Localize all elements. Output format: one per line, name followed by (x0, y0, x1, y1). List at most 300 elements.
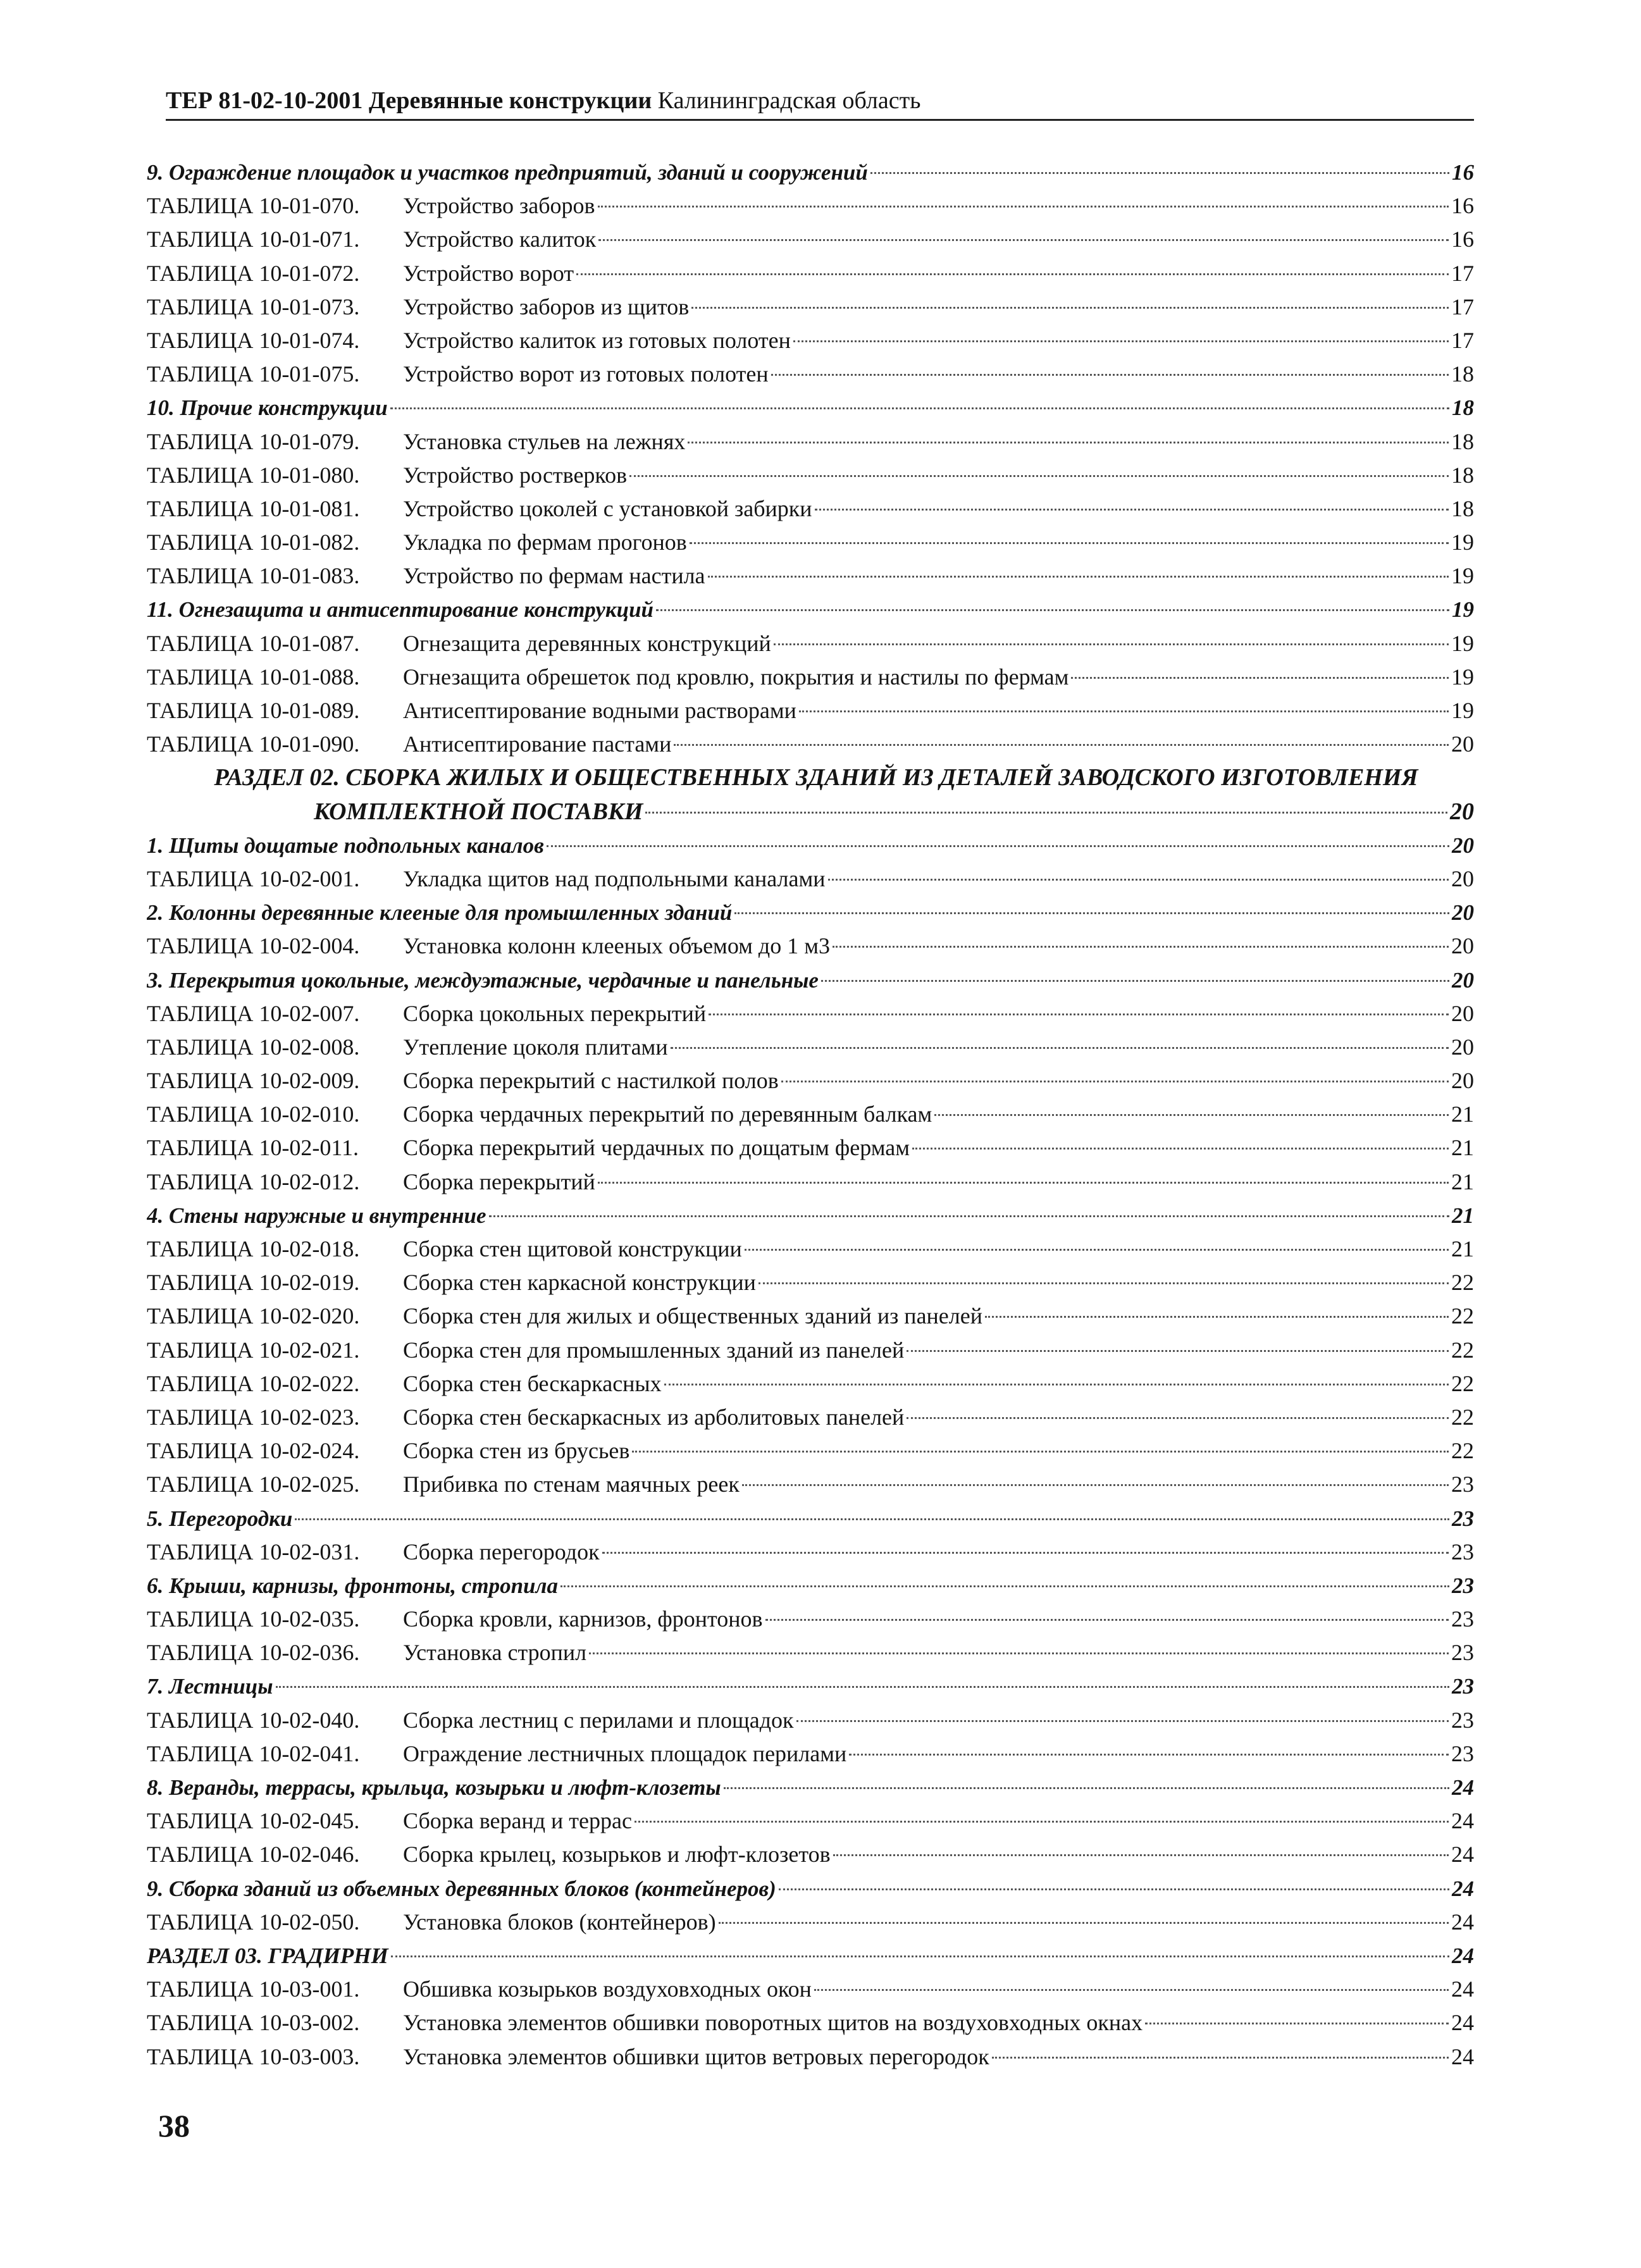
part-title-continued: КОМПЛЕКТНОЙ ПОСТАВКИ (314, 798, 643, 825)
table-number: ТАБЛИЦА 10-02-004. (147, 933, 360, 959)
page-ref: 20 (1452, 967, 1474, 993)
toc-table-entry (147, 1131, 1474, 1165)
table-number: ТАБЛИЦА 10-01-087. (147, 630, 360, 656)
toc-entry-label (147, 862, 826, 896)
toc-table-entry (147, 997, 1474, 1031)
toc-entry-label (147, 1434, 629, 1468)
page-ref: 20 (1452, 900, 1474, 926)
dot-leader (674, 744, 1449, 746)
section-title: 9. Ограждение площадок и участков предприятий, зданий и сооружений (147, 160, 868, 185)
section-title: 7. Лестницы (147, 1674, 273, 1699)
page-ref: 21 (1451, 1236, 1474, 1261)
table-number: ТАБЛИЦА 10-02-045. (147, 1808, 360, 1834)
dot-leader (759, 1282, 1449, 1284)
table-number: ТАБЛИЦА 10-01-079. (147, 428, 360, 454)
dot-leader (390, 407, 1449, 409)
toc-table-entry (147, 627, 1474, 660)
table-number: ТАБЛИЦА 10-01-082. (147, 530, 360, 555)
toc-entry-label (147, 1905, 716, 1939)
page-ref: 19 (1451, 698, 1474, 723)
page-ref: 24 (1451, 2043, 1474, 2069)
toc-table-entry (147, 1737, 1474, 1771)
toc-table-entry (147, 526, 1474, 559)
table-number: ТАБЛИЦА 10-02-007. (147, 1000, 360, 1026)
toc-entry-label (147, 559, 705, 593)
table-number: ТАБЛИЦА 10-02-040. (147, 1707, 360, 1733)
table-title: Устройство калиток из готовых полотен (403, 327, 791, 353)
dot-leader (589, 1652, 1449, 1654)
toc-entry-label (147, 2040, 989, 2074)
toc-section-heading (147, 593, 1474, 626)
toc-table-entry (147, 660, 1474, 694)
table-number: ТАБЛИЦА 10-02-008. (147, 1034, 360, 1060)
dot-leader (688, 442, 1449, 443)
dot-leader (656, 609, 1449, 611)
section-title: 2. Колонны деревянные клееные для промышленных зданий (147, 900, 733, 926)
page-ref: 16 (1452, 160, 1474, 185)
dot-leader (992, 2057, 1449, 2059)
dot-leader (719, 1922, 1449, 1924)
table-number: ТАБЛИЦА 10-02-001. (147, 865, 360, 891)
table-title: Установка стульев на лежнях (403, 428, 686, 454)
page-ref: 18 (1451, 361, 1474, 387)
table-number: ТАБЛИЦА 10-03-001. (147, 1976, 360, 2002)
table-number: ТАБЛИЦА 10-02-041. (147, 1740, 360, 1766)
table-number: ТАБЛИЦА 10-02-031. (147, 1539, 360, 1565)
dot-leader (833, 1854, 1449, 1856)
toc-section-heading (147, 1569, 1474, 1602)
table-number: ТАБЛИЦА 10-02-035. (147, 1606, 360, 1632)
table-title: Сборка веранд и террас (403, 1808, 632, 1834)
page-ref: 23 (1452, 1506, 1474, 1531)
table-number: ТАБЛИЦА 10-01-080. (147, 462, 360, 488)
table-number: ТАБЛИЦА 10-01-074. (147, 327, 360, 353)
page-ref: 16 (1451, 193, 1474, 219)
table-number: ТАБЛИЦА 10-02-025. (147, 1472, 360, 1497)
toc-entry-label (147, 1299, 982, 1333)
toc-table-entry (147, 1535, 1474, 1569)
dot-leader (664, 1384, 1449, 1385)
page-ref: 22 (1451, 1438, 1474, 1464)
table-title: Сборка стен бескаркасных (403, 1370, 662, 1396)
toc-table-entry (147, 492, 1474, 526)
toc-table-entry (147, 1468, 1474, 1501)
toc-entry-label (147, 526, 687, 559)
page-ref: 17 (1451, 327, 1474, 353)
page-ref: 24 (1452, 1943, 1474, 1968)
toc-entry-label (147, 1468, 740, 1501)
toc-table-entry (147, 1334, 1474, 1367)
toc-table-entry (147, 1973, 1474, 2006)
toc-section-heading (147, 1670, 1474, 1703)
toc-table-entry (147, 1804, 1474, 1838)
page-ref: 23 (1451, 1539, 1474, 1565)
page-ref: 19 (1451, 664, 1474, 690)
table-title: Сборка стен из брусьев (403, 1438, 630, 1464)
page-ref: 20 (1451, 1068, 1474, 1094)
dot-leader (489, 1215, 1449, 1217)
dot-leader (602, 1552, 1449, 1554)
table-title: Прибивка по стенам маячных реек (403, 1472, 740, 1497)
toc-entry-label (147, 929, 830, 963)
dot-leader (985, 1316, 1449, 1318)
page-ref: 23 (1451, 1740, 1474, 1766)
table-title: Установка элементов обшивки поворотных щитов на воздуховходных окнах (403, 2010, 1143, 2036)
page-ref: 19 (1451, 563, 1474, 589)
dot-leader (796, 1720, 1449, 1722)
table-title: Антисептирование пастами (403, 731, 672, 757)
table-number: ТАБЛИЦА 10-02-012. (147, 1168, 360, 1194)
page-ref: 24 (1451, 2010, 1474, 2036)
page-ref: 24 (1451, 1808, 1474, 1834)
dot-leader (742, 1484, 1449, 1486)
table-title: Устройство ростверков (403, 462, 628, 488)
dot-leader (629, 475, 1449, 477)
table-of-contents (147, 156, 1474, 2074)
dot-leader (1071, 677, 1449, 679)
toc-table-entry (147, 862, 1474, 896)
page-ref: 20 (1450, 798, 1474, 825)
toc-table-entry (147, 223, 1474, 256)
toc-table-entry (147, 324, 1474, 357)
table-title: Устройство заборов из щитов (403, 294, 690, 319)
toc-table-entry (147, 1602, 1474, 1636)
toc-entry-label (147, 1367, 662, 1401)
toc-table-entry (147, 1401, 1474, 1434)
dot-leader (734, 912, 1449, 914)
table-number: ТАБЛИЦА 10-02-010. (147, 1101, 360, 1127)
toc-entry-label (147, 997, 706, 1031)
toc-section-heading (147, 1939, 1474, 1973)
toc-entry-label (147, 2006, 1143, 2040)
table-number: ТАБЛИЦА 10-02-050. (147, 1909, 360, 1935)
section-title: 11. Огнезащита и антисептирование конструкций (147, 597, 654, 623)
table-number: ТАБЛИЦА 10-02-019. (147, 1270, 360, 1296)
toc-entry-label (147, 1098, 932, 1131)
table-title: Сборка стен каркасной конструкции (403, 1270, 756, 1296)
table-title: Сборка цокольных перекрытий (403, 1000, 707, 1026)
table-number: ТАБЛИЦА 10-01-090. (147, 731, 360, 757)
toc-entry-label (147, 324, 791, 357)
page-ref: 24 (1451, 1842, 1474, 1868)
header-region: Калининградская область (657, 87, 921, 114)
table-title: Установка элементов обшивки щитов ветровых перегородок (403, 2043, 989, 2069)
table-title: Сборка чердачных перекрытий по деревянным балкам (403, 1101, 932, 1127)
table-number: ТАБЛИЦА 10-01-071. (147, 226, 360, 252)
toc-entry-label (147, 257, 574, 290)
dot-leader (276, 1686, 1450, 1688)
section-title: 6. Крыши, карнизы, фронтоны, стропила (147, 1573, 558, 1598)
table-number: ТАБЛИЦА 10-02-046. (147, 1842, 360, 1868)
dot-leader (295, 1518, 1449, 1520)
dot-leader (1145, 2023, 1449, 2024)
toc-entry-label (147, 1804, 632, 1838)
dot-leader (708, 576, 1449, 578)
dot-leader (724, 1787, 1449, 1789)
page-ref: 18 (1451, 428, 1474, 454)
page-ref: 20 (1451, 865, 1474, 891)
dot-leader (691, 307, 1449, 309)
table-number: ТАБЛИЦА 10-03-002. (147, 2010, 360, 2036)
toc-entry-label (147, 728, 671, 761)
table-number: ТАБЛИЦА 10-01-073. (147, 294, 360, 319)
toc-section-heading (147, 1502, 1474, 1535)
table-title: Устройство цоколей с установкой забирки (403, 495, 812, 521)
toc-section-heading (147, 896, 1474, 929)
toc-entry-label (147, 1602, 763, 1636)
page-ref: 20 (1451, 731, 1474, 757)
table-number: ТАБЛИЦА 10-02-021. (147, 1337, 360, 1363)
toc-table-entry (147, 1266, 1474, 1299)
section-title: 3. Перекрытия цокольные, междуэтажные, чердачные и панельные (147, 967, 819, 993)
toc-table-entry (147, 559, 1474, 593)
page-ref: 17 (1451, 260, 1474, 286)
toc-table-entry (147, 257, 1474, 290)
dot-leader (912, 1148, 1449, 1149)
page-ref: 22 (1451, 1270, 1474, 1296)
toc-entry-label (147, 1401, 904, 1434)
table-title: Ограждение лестничных площадок перилами (403, 1740, 847, 1766)
table-title: Огнезащита обрешеток под кровлю, покрытия и настилы по фермам (403, 664, 1069, 690)
document-code: ТЕР 81-02-10-2001 Деревянные конструкции (166, 87, 652, 114)
part-title: РАЗДЕЛ 02. СБОРКА ЖИЛЫХ И ОБЩЕСТВЕННЫХ ЗДАНИЙ ИЗ ДЕТАЛЕЙ ЗАВОДСКОГО ИЗГОТОВЛЕНИЯ (214, 764, 1418, 791)
toc-entry-label (147, 1737, 846, 1771)
page-ref: 23 (1452, 1573, 1474, 1598)
table-title: Устройство калиток (403, 226, 597, 252)
page-ref: 24 (1451, 1909, 1474, 1935)
dot-leader (671, 1047, 1449, 1049)
section-title: 1. Щиты дощатые подпольных каналов (147, 833, 544, 858)
page-ref: 22 (1451, 1404, 1474, 1430)
table-title: Устройство по фермам настила (403, 563, 705, 589)
page-ref: 18 (1451, 462, 1474, 488)
toc-section-heading (147, 1872, 1474, 1905)
table-title: Сборка стен бескаркасных из арболитовых панелей (403, 1404, 905, 1430)
dot-leader (709, 1013, 1449, 1015)
dot-leader (779, 1888, 1449, 1890)
dot-leader (870, 172, 1449, 174)
table-title: Установка колонн клееных объемом до 1 м3 (403, 933, 831, 959)
toc-table-entry (147, 425, 1474, 459)
toc-table-entry (147, 357, 1474, 391)
toc-entry-label (147, 459, 627, 492)
toc-section-heading (147, 1199, 1474, 1232)
dot-leader (576, 273, 1449, 275)
page-ref: 20 (1451, 1034, 1474, 1060)
dot-leader (598, 1182, 1449, 1184)
toc-entry-label (147, 1165, 595, 1199)
page-ref: 24 (1452, 1775, 1474, 1800)
page-ref: 20 (1451, 933, 1474, 959)
toc-table-entry (147, 1098, 1474, 1131)
table-number: ТАБЛИЦА 10-02-011. (147, 1135, 359, 1161)
toc-section-heading (147, 156, 1474, 189)
dot-leader (793, 340, 1449, 342)
table-title: Укладка щитов над подпольными каналами (403, 865, 826, 891)
dot-leader (635, 1821, 1449, 1823)
table-number: ТАБЛИЦА 10-02-020. (147, 1303, 360, 1329)
page-ref: 21 (1451, 1168, 1474, 1194)
toc-entry-label (147, 189, 595, 223)
section-title: 10. Прочие конструкции (147, 395, 388, 421)
page-ref: 21 (1452, 1203, 1474, 1228)
toc-entry-label (147, 1838, 831, 1871)
table-title: Сборка перегородок (403, 1539, 600, 1565)
dot-leader (632, 1451, 1449, 1453)
toc-section-heading (147, 829, 1474, 862)
toc-entry-label (147, 1535, 600, 1569)
toc-table-entry (147, 1434, 1474, 1468)
table-number: ТАБЛИЦА 10-02-022. (147, 1370, 360, 1396)
header-rule (166, 119, 1474, 121)
toc-entry-label (147, 290, 689, 324)
dot-leader (560, 1585, 1449, 1587)
table-number: ТАБЛИЦА 10-01-088. (147, 664, 360, 690)
dot-leader (598, 239, 1449, 241)
toc-table-entry (147, 1636, 1474, 1670)
toc-entry-label (147, 223, 596, 256)
table-number: ТАБЛИЦА 10-01-081. (147, 495, 360, 521)
toc-entry-label (147, 1031, 668, 1064)
page-ref: 17 (1451, 294, 1474, 319)
dot-leader (833, 946, 1449, 948)
dot-leader (765, 1619, 1449, 1621)
toc-section-heading (147, 391, 1474, 424)
dot-leader (690, 542, 1449, 544)
table-title: Устройство заборов (403, 193, 595, 219)
dot-leader (849, 1754, 1449, 1756)
table-title: Сборка крылец, козырьков и люфт-клозетов (403, 1842, 831, 1868)
toc-table-entry (147, 1064, 1474, 1098)
dot-leader (771, 374, 1449, 376)
table-number: ТАБЛИЦА 10-01-072. (147, 260, 360, 286)
table-title: Установка блоков (контейнеров) (403, 1909, 716, 1935)
page-ref: 21 (1451, 1135, 1474, 1161)
section-title: 5. Перегородки (147, 1506, 293, 1531)
table-number: ТАБЛИЦА 10-02-036. (147, 1640, 360, 1666)
dot-leader (745, 1249, 1449, 1251)
page-ref: 24 (1452, 1876, 1474, 1901)
page-ref: 22 (1451, 1337, 1474, 1363)
table-number: ТАБЛИЦА 10-02-018. (147, 1236, 360, 1261)
toc-table-entry (147, 1165, 1474, 1199)
table-title: Сборка стен для промышленных зданий из панелей (403, 1337, 905, 1363)
toc-entry-label (147, 1232, 742, 1266)
page-number: 38 (158, 2108, 190, 2143)
table-title: Сборка перекрытий (403, 1168, 595, 1194)
toc-table-entry (147, 929, 1474, 963)
table-title: Установка стропил (403, 1640, 587, 1666)
dot-leader (774, 643, 1449, 645)
table-number: ТАБЛИЦА 10-01-089. (147, 698, 360, 723)
table-title: Обшивка козырьков воздуховходных окон (403, 1976, 812, 2002)
page-ref: 23 (1451, 1707, 1474, 1733)
page-ref: 23 (1451, 1606, 1474, 1632)
table-title: Сборка стен щитовой конструкции (403, 1236, 742, 1261)
table-title: Сборка кровли, карнизов, фронтонов (403, 1606, 763, 1632)
table-number: ТАБЛИЦА 10-01-075. (147, 361, 360, 387)
toc-table-entry (147, 1299, 1474, 1333)
dot-leader (391, 1955, 1449, 1957)
page-ref: 19 (1451, 530, 1474, 555)
table-title: Сборка перекрытий с настилкой полов (403, 1068, 779, 1094)
toc-table-entry (147, 1838, 1474, 1871)
toc-entry-label (147, 1704, 794, 1737)
section-title: 4. Стены наружные и внутренние (147, 1203, 486, 1228)
section-title: 9. Сборка зданий из объемных деревянных блоков (контейнеров) (147, 1876, 776, 1901)
page-ref: 24 (1451, 1976, 1474, 2002)
toc-entry-label (147, 1334, 904, 1367)
page-ref: 18 (1451, 495, 1474, 521)
toc-entry-label (147, 1973, 812, 2006)
page-ref: 20 (1451, 1000, 1474, 1026)
dot-leader (799, 710, 1449, 712)
table-title: Устройство ворот (403, 260, 574, 286)
table-title: Огнезащита деревянных конструкций (403, 630, 771, 656)
dot-leader (814, 1989, 1449, 1991)
toc-section-heading (147, 1771, 1474, 1804)
table-number: ТАБЛИЦА 10-02-023. (147, 1404, 360, 1430)
toc-table-entry (147, 1704, 1474, 1737)
toc-entry-label (147, 1064, 779, 1098)
table-title: Сборка стен для жилых и общественных зданий из панелей (403, 1303, 982, 1329)
section-title: 8. Веранды, террасы, крыльца, козырьки и люфт-клозеты (147, 1775, 721, 1800)
toc-entry-label (147, 694, 796, 728)
dot-leader (815, 509, 1449, 511)
toc-entry-label (147, 492, 812, 526)
toc-part-heading-continued (147, 795, 1474, 829)
dot-leader (907, 1417, 1449, 1419)
dot-leader (645, 812, 1447, 814)
dot-leader (828, 879, 1449, 881)
page-ref: 23 (1452, 1674, 1474, 1699)
running-header (166, 86, 1474, 115)
page-ref: 21 (1451, 1101, 1474, 1127)
toc-section-heading (147, 964, 1474, 997)
dot-leader (934, 1114, 1449, 1116)
page-ref: 19 (1451, 630, 1474, 656)
toc-table-entry (147, 1367, 1474, 1401)
table-number: ТАБЛИЦА 10-01-083. (147, 563, 360, 589)
toc-table-entry (147, 459, 1474, 492)
toc-part-heading (147, 761, 1474, 795)
page-ref: 16 (1451, 226, 1474, 252)
dot-leader (598, 206, 1449, 208)
toc-table-entry (147, 290, 1474, 324)
section-title: РАЗДЕЛ 03. ГРАДИРНИ (147, 1943, 388, 1968)
toc-table-entry (147, 728, 1474, 761)
page-ref: 23 (1451, 1640, 1474, 1666)
page-ref: 22 (1451, 1370, 1474, 1396)
toc-table-entry (147, 1905, 1474, 1939)
dot-leader (907, 1350, 1449, 1352)
table-title: Антисептирование водными растворами (403, 698, 796, 723)
toc-entry-label (147, 1636, 586, 1670)
dot-leader (821, 980, 1449, 982)
table-title: Утепление цоколя плитами (403, 1034, 668, 1060)
dot-leader (547, 845, 1449, 847)
toc-entry-label (147, 357, 769, 391)
table-title: Сборка перекрытий чердачных по дощатым фермам (403, 1135, 910, 1161)
table-number: ТАБЛИЦА 10-01-070. (147, 193, 360, 219)
toc-entry-label (147, 1131, 910, 1165)
page-ref: 23 (1451, 1472, 1474, 1497)
toc-table-entry (147, 694, 1474, 728)
table-title: Укладка по фермам прогонов (403, 530, 687, 555)
page-ref: 20 (1452, 833, 1474, 858)
table-number: ТАБЛИЦА 10-03-003. (147, 2043, 360, 2069)
toc-table-entry (147, 1232, 1474, 1266)
